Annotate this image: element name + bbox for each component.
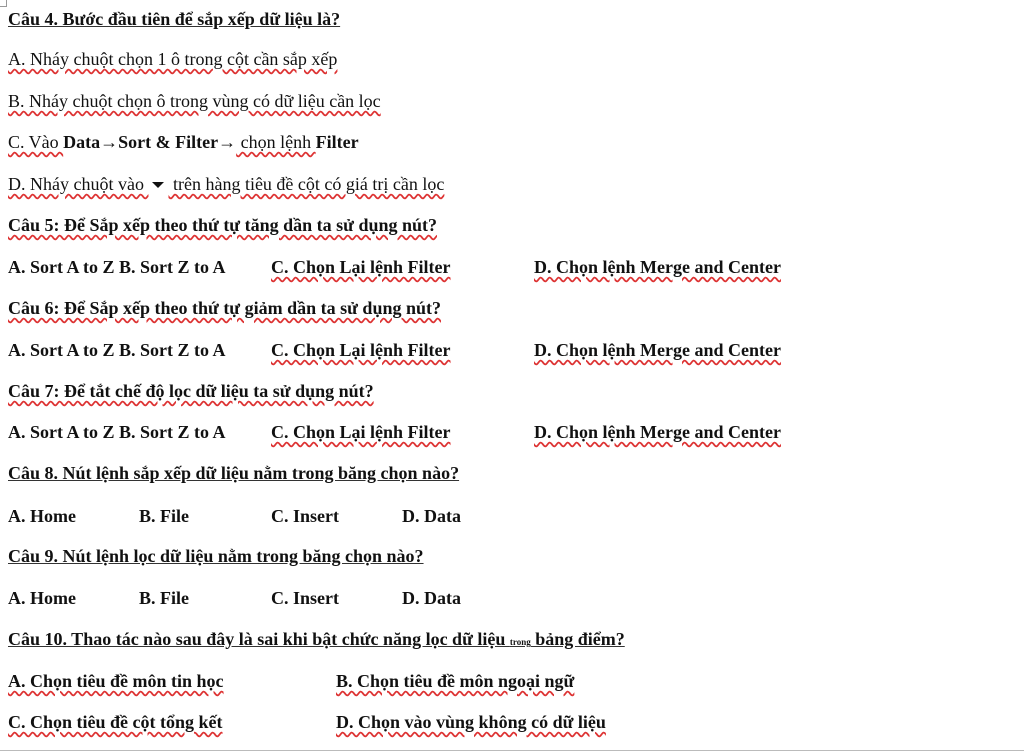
filter-keyword: Filter — [315, 132, 359, 152]
title-end: bảng điểm? — [530, 629, 625, 649]
option-ab: A. Sort A to Z B. Sort Z to A — [8, 422, 226, 442]
question-8-title: Câu 8. Nút lệnh sắp xếp dữ liệu nằm trong băng chọn nào? — [8, 463, 460, 483]
option-c: C. Chọn tiêu đề cột tổng kết — [8, 712, 223, 732]
option-a: A. Home — [8, 588, 76, 608]
question-9-title: Câu 9. Nút lệnh lọc dữ liệu nằm trong băng chọn nào? — [8, 546, 424, 566]
option-d: D. Data — [402, 588, 461, 608]
option-d-suffix: trên hàng tiêu đề cột có giá trị cần lọc — [168, 174, 445, 194]
option-d: D. Chọn lệnh Merge and Center — [534, 422, 781, 442]
page-bottom-border — [0, 750, 1024, 751]
question-7-title: Câu 7: Để tắt chế độ lọc dữ liệu ta sử dụng nút? — [8, 381, 374, 401]
question-6-title: Câu 6: Để Sắp xếp theo thứ tự giảm dần ta sử dụng nút? — [8, 298, 441, 318]
page-corner-mark — [0, 0, 7, 7]
option-c-prefix: C. Vào — [8, 132, 64, 152]
option-c-middle: chọn lệnh — [236, 132, 316, 152]
question-5-title: Câu 5: Để Sắp xếp theo thứ tự tăng dần ta sử dụng nút? — [8, 215, 437, 235]
dropdown-arrow-icon — [152, 182, 164, 188]
option-b: B. File — [139, 588, 189, 608]
right-arrow-icon: → — [100, 132, 119, 152]
data-keyword: Data — [63, 132, 101, 152]
question-4-option-b: B. Nháy chuột chọn ô trong vùng có dữ liệu cần lọc — [8, 91, 381, 111]
option-ab: A. Sort A to Z B. Sort Z to A — [8, 340, 226, 360]
option-d: D. Chọn lệnh Merge and Center — [534, 340, 781, 360]
option-c: C. Insert — [271, 588, 339, 608]
option-c: C. Insert — [271, 506, 339, 526]
option-d: D. Data — [402, 506, 461, 526]
option-c: C. Chọn Lại lệnh Filter — [271, 422, 451, 442]
title-tiny-word: trong — [509, 637, 531, 647]
option-b: B. File — [139, 506, 189, 526]
question-4-option-c — [8, 131, 359, 153]
option-c: C. Chọn Lại lệnh Filter — [271, 257, 451, 277]
option-d-prefix: D. Nháy chuột vào — [8, 174, 149, 194]
option-c: C. Chọn Lại lệnh Filter — [271, 340, 451, 360]
option-b: B. Chọn tiêu đề môn ngoại ngữ — [336, 671, 575, 691]
right-arrow-icon: → — [218, 132, 237, 152]
question-4-title: Câu 4. Bước đầu tiên để sắp xếp dữ liệu là? — [8, 9, 341, 29]
option-ab: A. Sort A to Z B. Sort Z to A — [8, 257, 226, 277]
option-d: D. Chọn lệnh Merge and Center — [534, 257, 781, 277]
option-a: A. Chọn tiêu đề môn tin học — [8, 671, 224, 691]
option-a: A. Home — [8, 506, 76, 526]
sort-filter-keyword: Sort & Filter — [118, 132, 219, 152]
question-10-title — [8, 628, 625, 653]
option-d: D. Chọn vào vùng không có dữ liệu — [336, 712, 606, 732]
title-main: Câu 10. Thao tác nào sau đây là sai khi bật chức năng lọc dữ liệu — [8, 629, 510, 649]
question-4-option-d — [8, 173, 444, 195]
question-4-option-a: A. Nháy chuột chọn 1 ô trong cột cần sắp xếp — [8, 49, 338, 69]
